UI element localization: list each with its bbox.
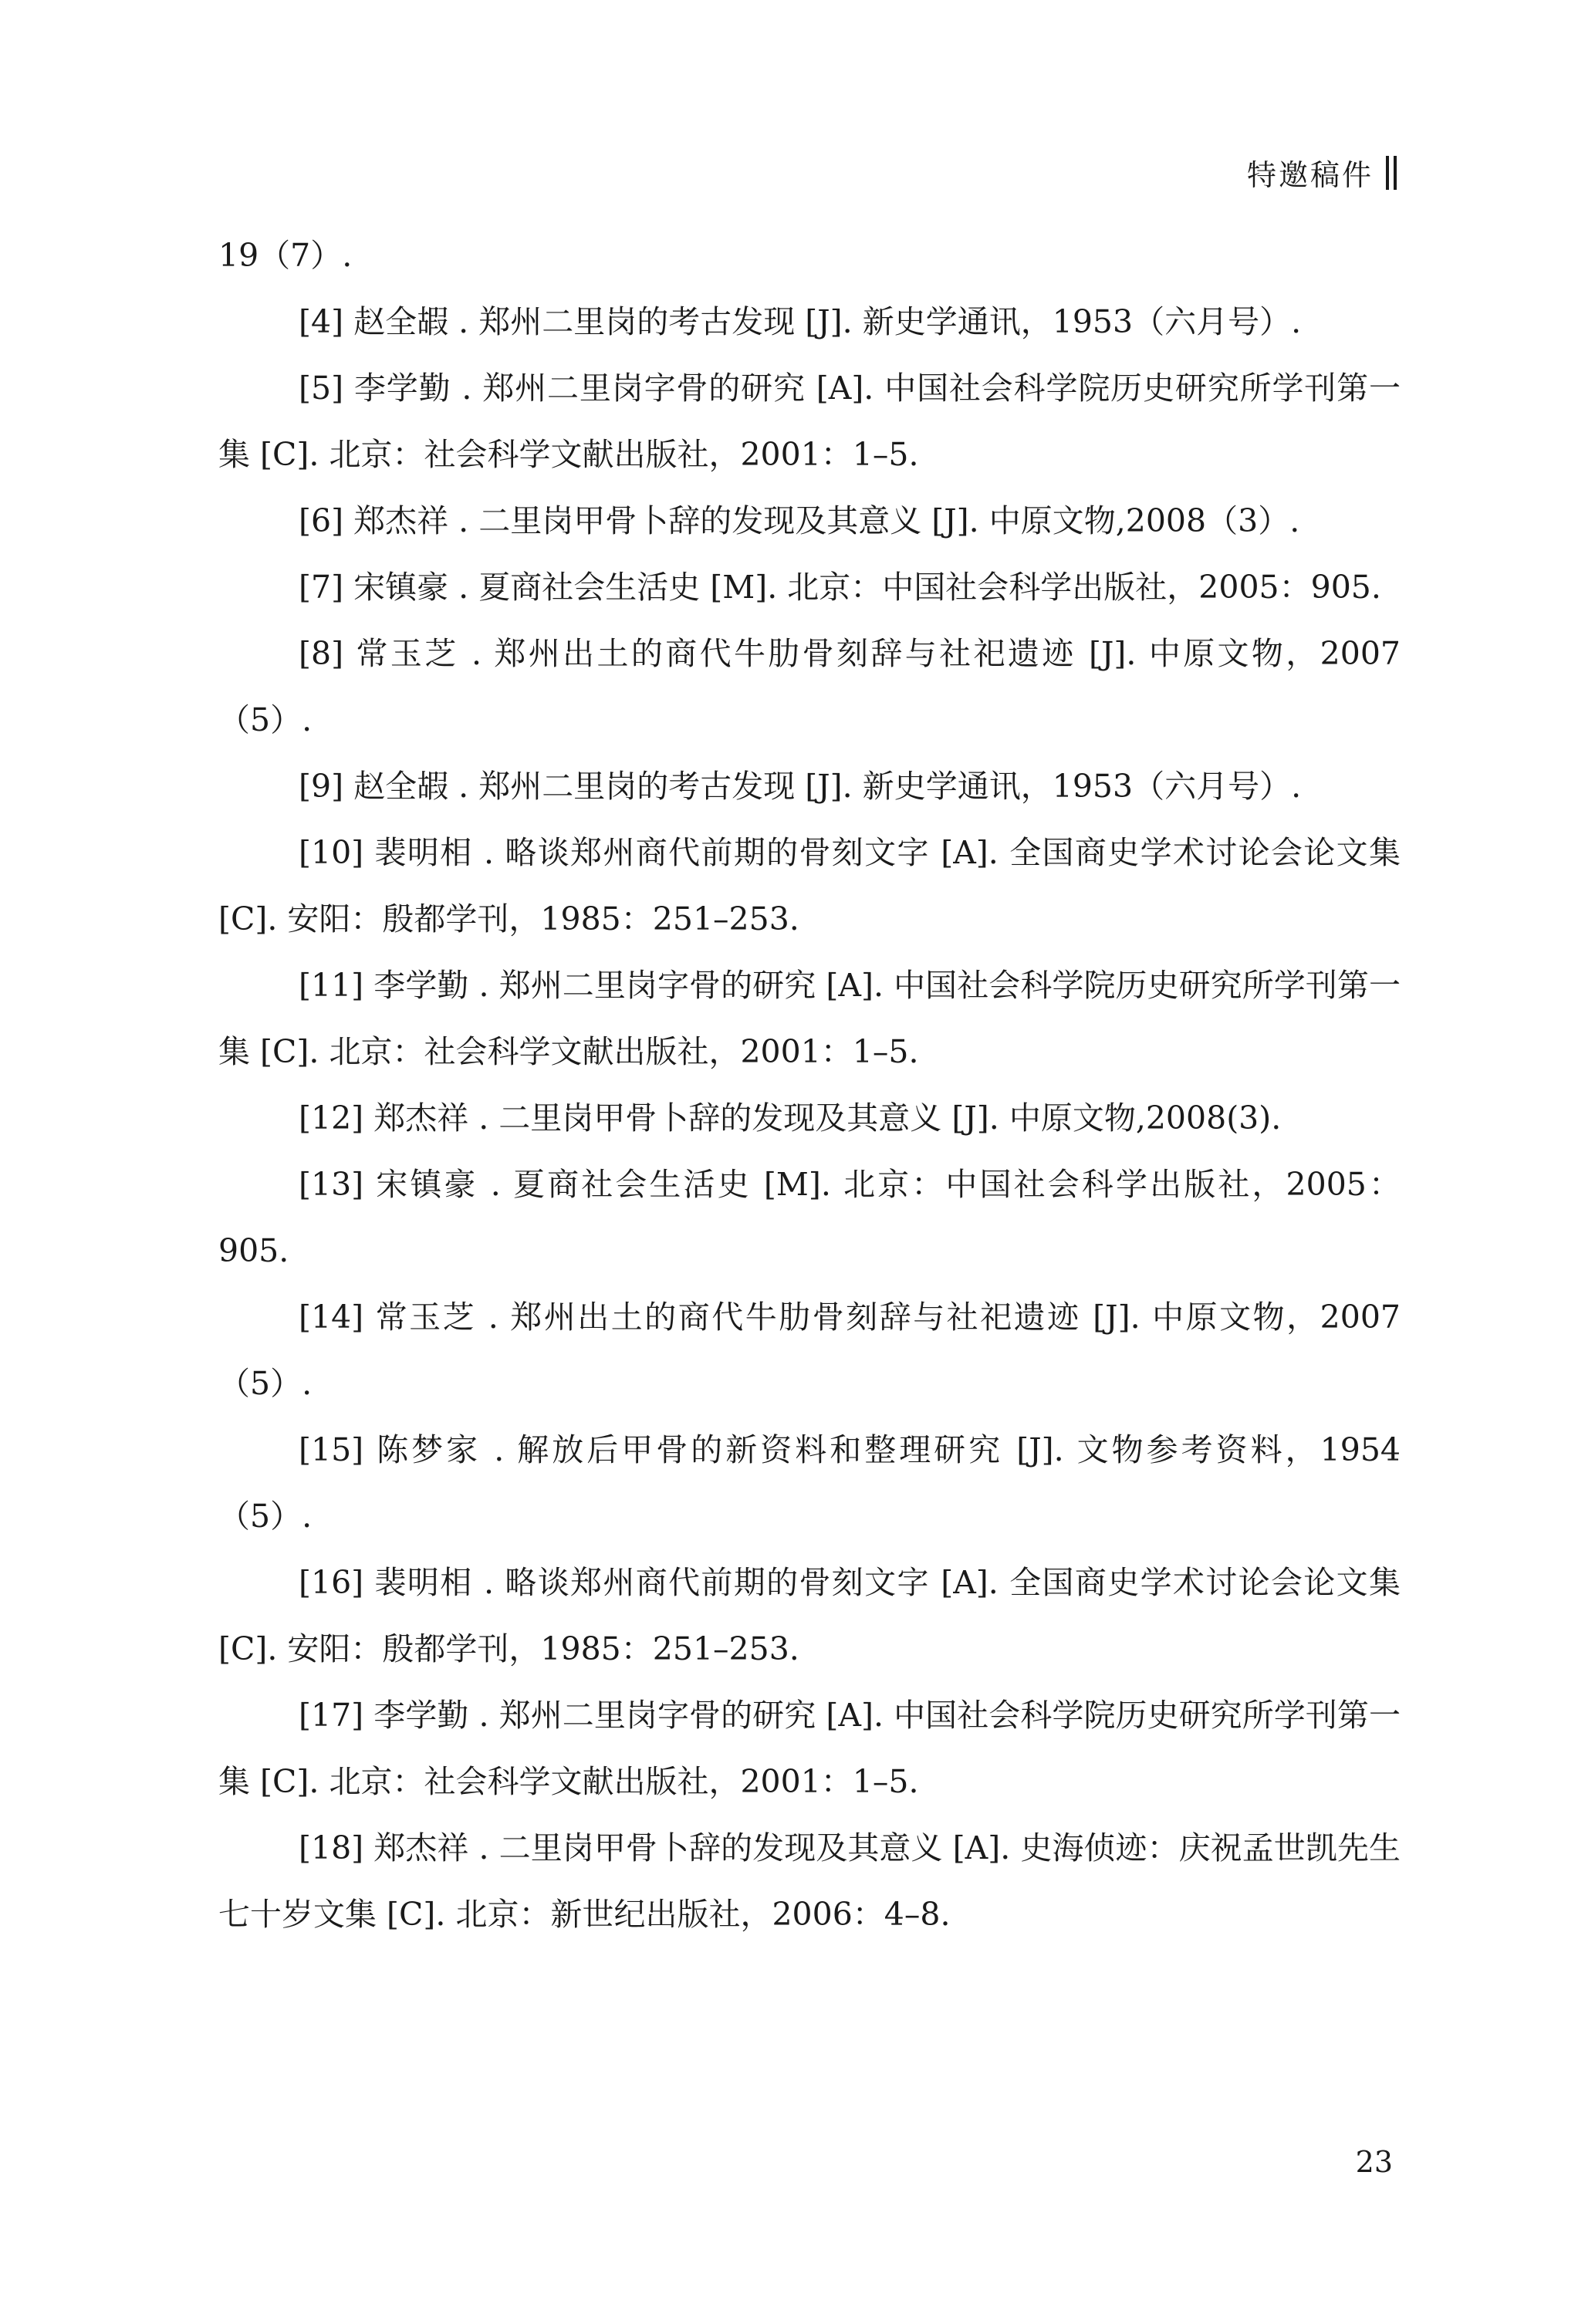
reference-entry-10: [10] 裴明相 . 略谈郑州商代前期的骨刻文字 [A]. 全国商史学术讨论会论文集 [C]. 安阳：殷都学刊，1985：251–253. xyxy=(218,834,1401,937)
header-double-bar-mark xyxy=(1386,156,1397,190)
reference-list xyxy=(218,222,1401,1947)
reference-entry-12: [12] 郑杰祥 . 二里岗甲骨卜辞的发现及其意义 [J]. 中原文物,2008(3). xyxy=(299,1100,1282,1137)
running-header xyxy=(1247,151,1397,194)
reference-entry-14: [14] 常玉芝 . 郑州出土的商代牛肋骨刻辞与社祀遗迹 [J]. 中原文物，2007（5）. xyxy=(218,1299,1401,1402)
reference-entry-4: [4] 赵全嘏 . 郑州二里岗的考古发现 [J]. 新史学通讯，1953（六月号）. xyxy=(299,303,1302,340)
reference-entry-continuation: 19（7）. xyxy=(218,237,353,274)
reference-entry-11: [11] 李学勤 . 郑州二里岗字骨的研究 [A]. 中国社会科学院历史研究所学刊第一集 [C]. 北京：社会科学文献出版社，2001：1–5. xyxy=(218,967,1401,1070)
reference-entry-8: [8] 常玉芝 . 郑州出土的商代牛肋骨刻辞与社祀遗迹 [J]. 中原文物，2007（5）. xyxy=(218,635,1401,738)
reference-entry-6: [6] 郑杰祥 . 二里岗甲骨卜辞的发现及其意义 [J]. 中原文物,2008（3）. xyxy=(299,502,1300,539)
reference-entry-7: [7] 宋镇豪 . 夏商社会生活史 [M]. 北京：中国社会科学出版社，2005：905. xyxy=(299,569,1381,606)
reference-entry-9: [9] 赵全嘏 . 郑州二里岗的考古发现 [J]. 新史学通讯，1953（六月号）. xyxy=(299,768,1302,805)
page-number: 23 xyxy=(1355,2145,1393,2179)
section-title: 特邀稿件 xyxy=(1246,158,1374,192)
reference-entry-13: [13] 宋镇豪 . 夏商社会生活史 [M]. 北京：中国社会科学出版社，2005：905. xyxy=(218,1166,1401,1269)
reference-entry-15: [15] 陈梦家 . 解放后甲骨的新资料和整理研究 [J]. 文物参考资料，1954（5）. xyxy=(218,1431,1401,1535)
reference-entry-17: [17] 李学勤 . 郑州二里岗字骨的研究 [A]. 中国社会科学院历史研究所学刊第一集 [C]. 北京：社会科学文献出版社，2001：1–5. xyxy=(218,1697,1401,1800)
reference-entry-16: [16] 裴明相 . 略谈郑州商代前期的骨刻文字 [A]. 全国商史学术讨论会论文集 [C]. 安阳：殷都学刊，1985：251–253. xyxy=(218,1564,1401,1667)
reference-entry-18: [18] 郑杰祥 . 二里岗甲骨卜辞的发现及其意义 [A]. 史海侦迹：庆祝孟世凯先生七十岁文集 [C]. 北京：新世纪出版社，2006：4–8. xyxy=(218,1829,1401,1933)
reference-entry-5: [5] 李学勤 . 郑州二里岗字骨的研究 [A]. 中国社会科学院历史研究所学刊第一集 [C]. 北京：社会科学文献出版社，2001：1–5. xyxy=(218,370,1401,473)
